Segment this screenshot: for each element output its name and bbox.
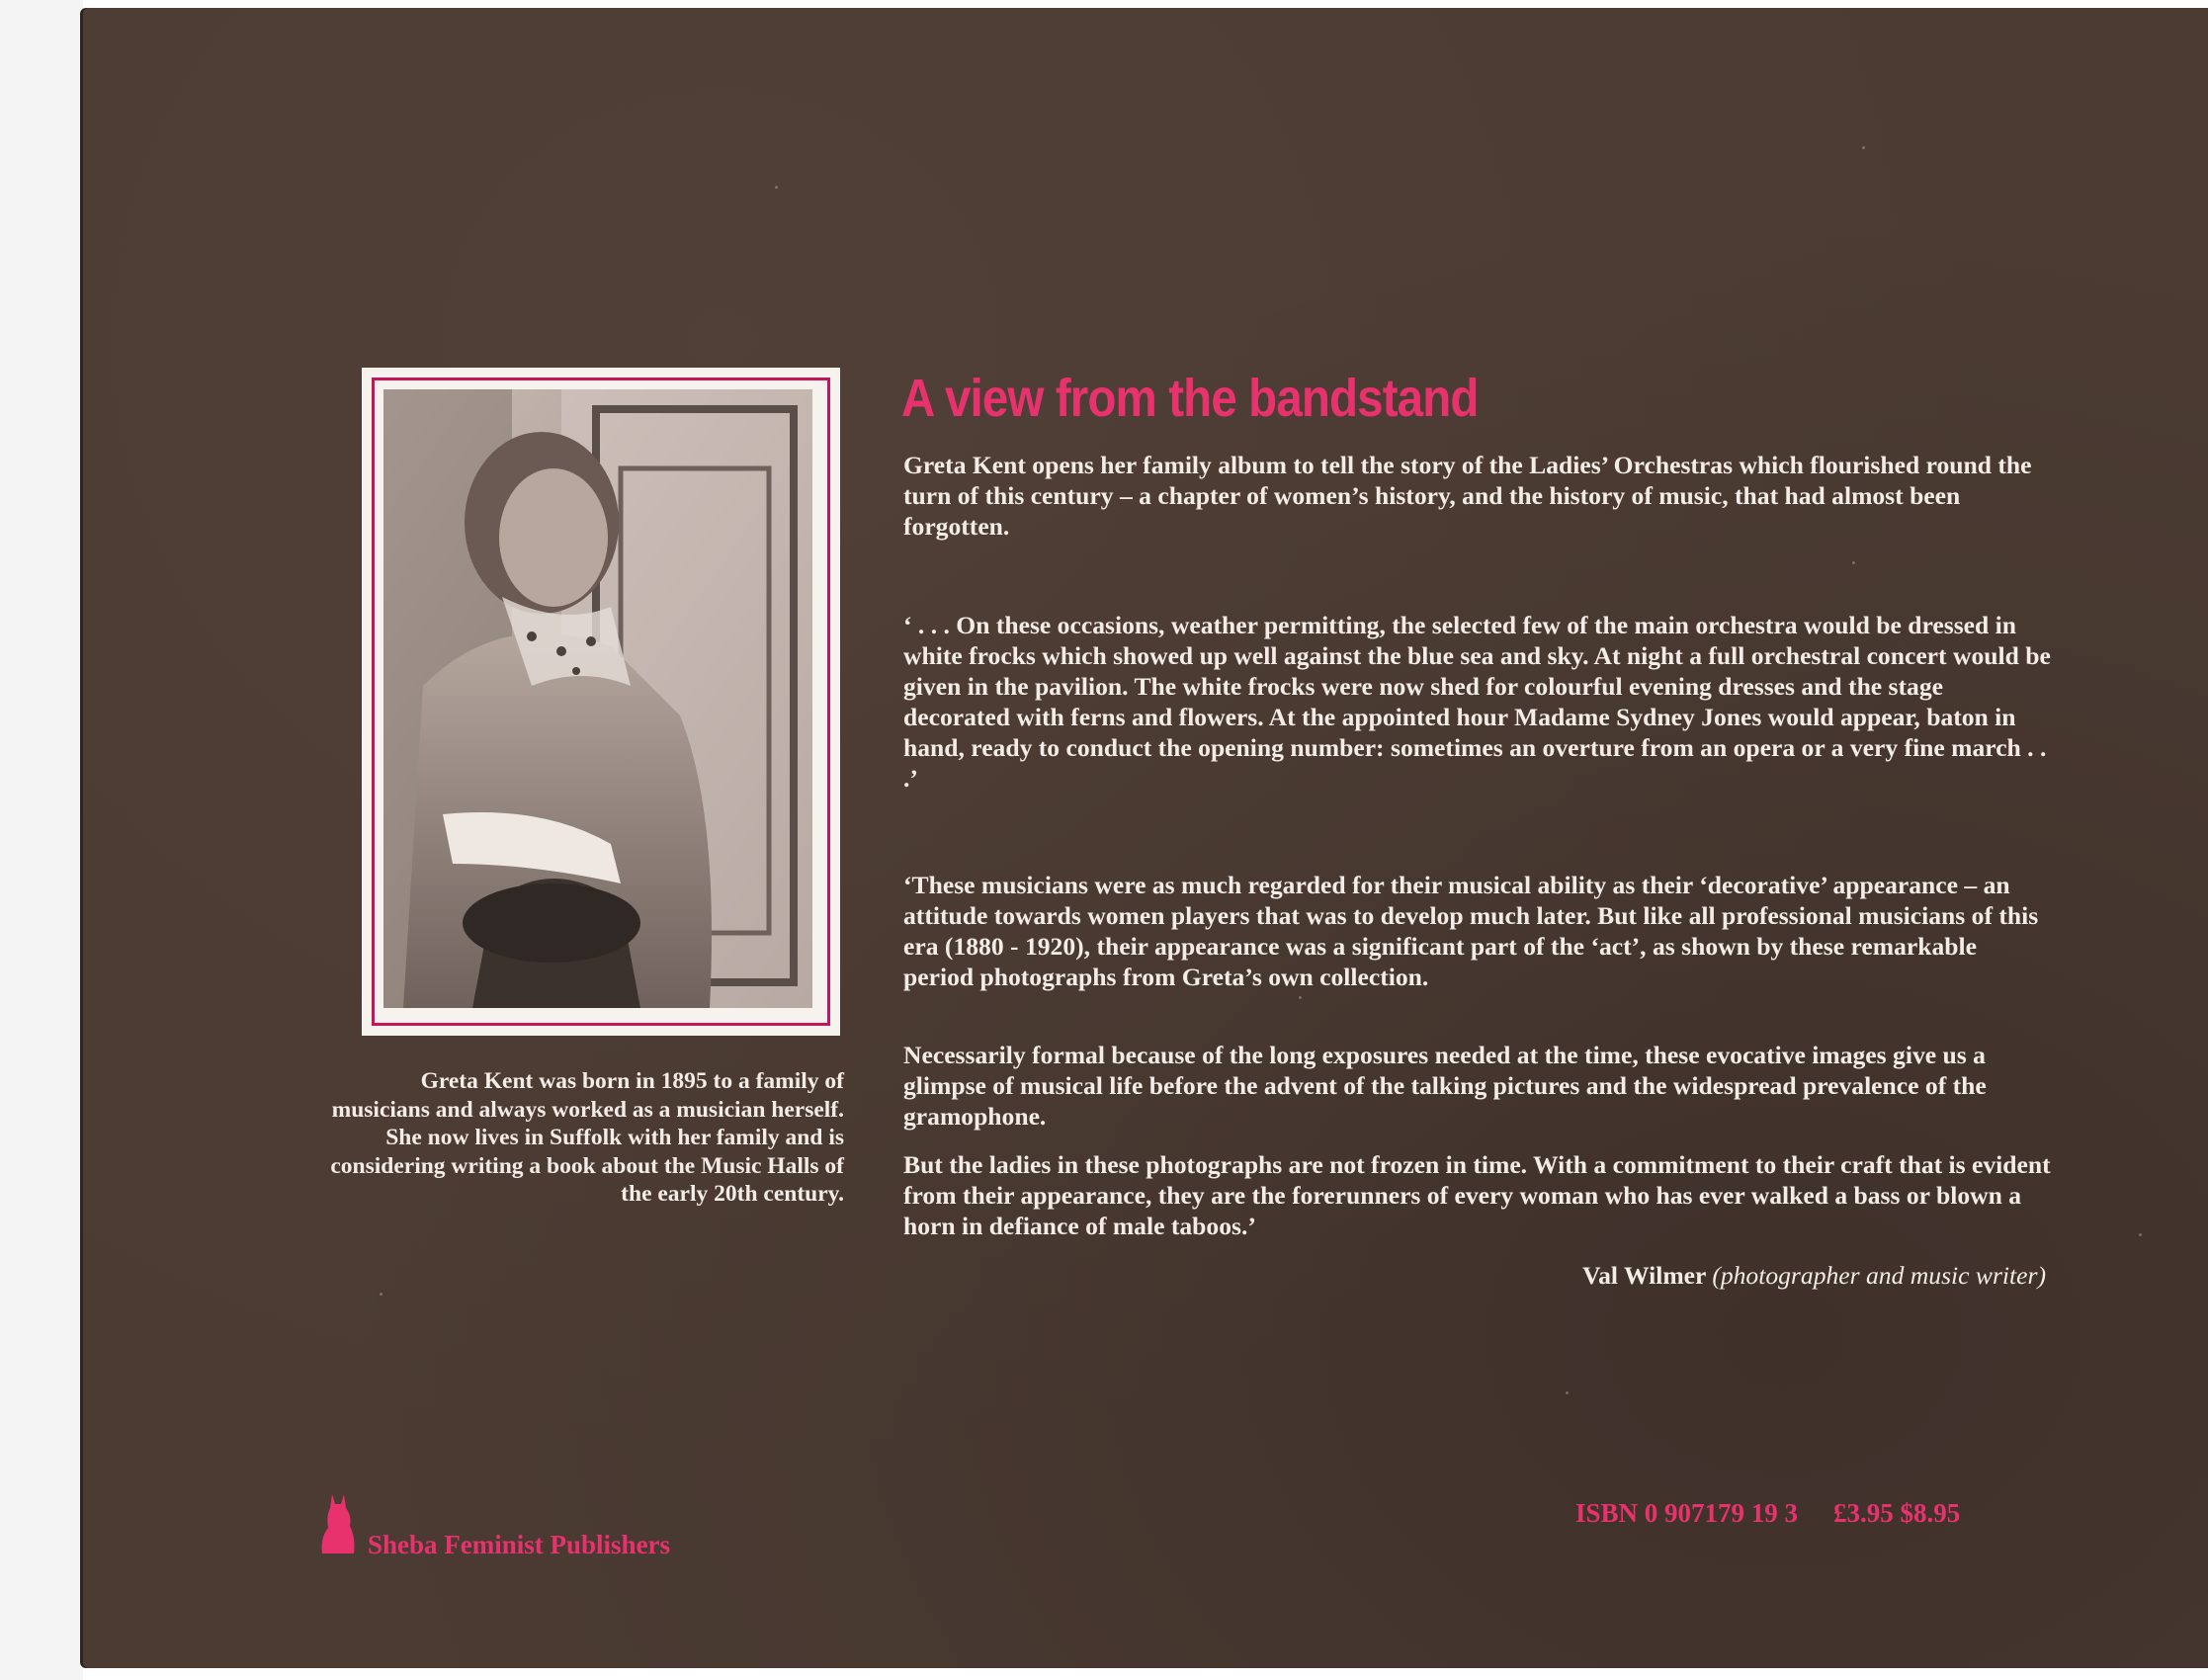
price-us: $8.95 <box>1900 1498 1961 1528</box>
publisher-imprint <box>318 1492 670 1560</box>
blurb-intro: Greta Kent opens her family album to tell the story of the Ladies’ Orchestras which flourished round the turn of this century – a chapter of women’s history, and the history of music, that had almost been forgotten. <box>903 451 2032 541</box>
cat-silhouette-icon <box>318 1492 358 1560</box>
isbn-price-line <box>1575 1498 1960 1529</box>
page-margin <box>0 0 83 1680</box>
blurb-excerpt: ‘ . . . On these occasions, weather permitting, the selected few of the main orchestra would be dressed in white frocks which showed up well against the blue sea and sky. At night a full orchestral concert would be given in the pavilion. The white frocks were now shed for colourful evening dresses and the stage decorated with ferns and flowers. At the appointed hour Madame Sydney Jones would appear, baton in hand, ready to conduct the opening number: sometimes an overture from an opera or a very fine march . . .’ <box>903 611 2051 793</box>
review-attribution <box>1186 1261 2046 1291</box>
review-paragraph-3: But the ladies in these photographs are not frozen in time. With a commitment to their craft that is evident from their appearance, they are the forerunners of every woman who has ever walked a bass or blown a horn in defiance of male taboos.’ <box>903 1150 2051 1240</box>
publisher-name: Sheba Feminist Publishers <box>368 1530 671 1559</box>
isbn: ISBN 0 907179 19 3 <box>1575 1498 1799 1528</box>
price-uk: £3.95 <box>1833 1498 1894 1528</box>
author-portrait-photo <box>383 389 812 1008</box>
review-paragraph-1: ‘These musicians were as much regarded for their musical ability as their ‘decorative’ appearance – an attitude towards women players that was to develop much later. But like all professional musicians of this era (1880 - 1920), their appearance was a significant part of the ‘act’, as shown by these remarkable period photographs from Greta’s own collection. <box>903 871 2039 991</box>
author-photo-frame <box>362 368 840 1036</box>
author-bio-caption: Greta Kent was born in 1895 to a family of musicians and always worked as a musician herself. She now lives in Suffolk with her family and is considering writing a book about the Music Halls of the early 20th century. <box>330 1068 844 1207</box>
review-paragraph-2: Necessarily formal because of the long exposures needed at the time, these evocative images give us a glimpse of musical life before the advent of the talking pictures and the widespread prevalence of the gramophone. <box>903 1041 1987 1131</box>
reviewer-role: (photographer and music writer) <box>1712 1261 2046 1290</box>
book-title: A view from the bandstand <box>901 369 1479 428</box>
reviewer-name: Val Wilmer <box>1582 1261 1706 1290</box>
